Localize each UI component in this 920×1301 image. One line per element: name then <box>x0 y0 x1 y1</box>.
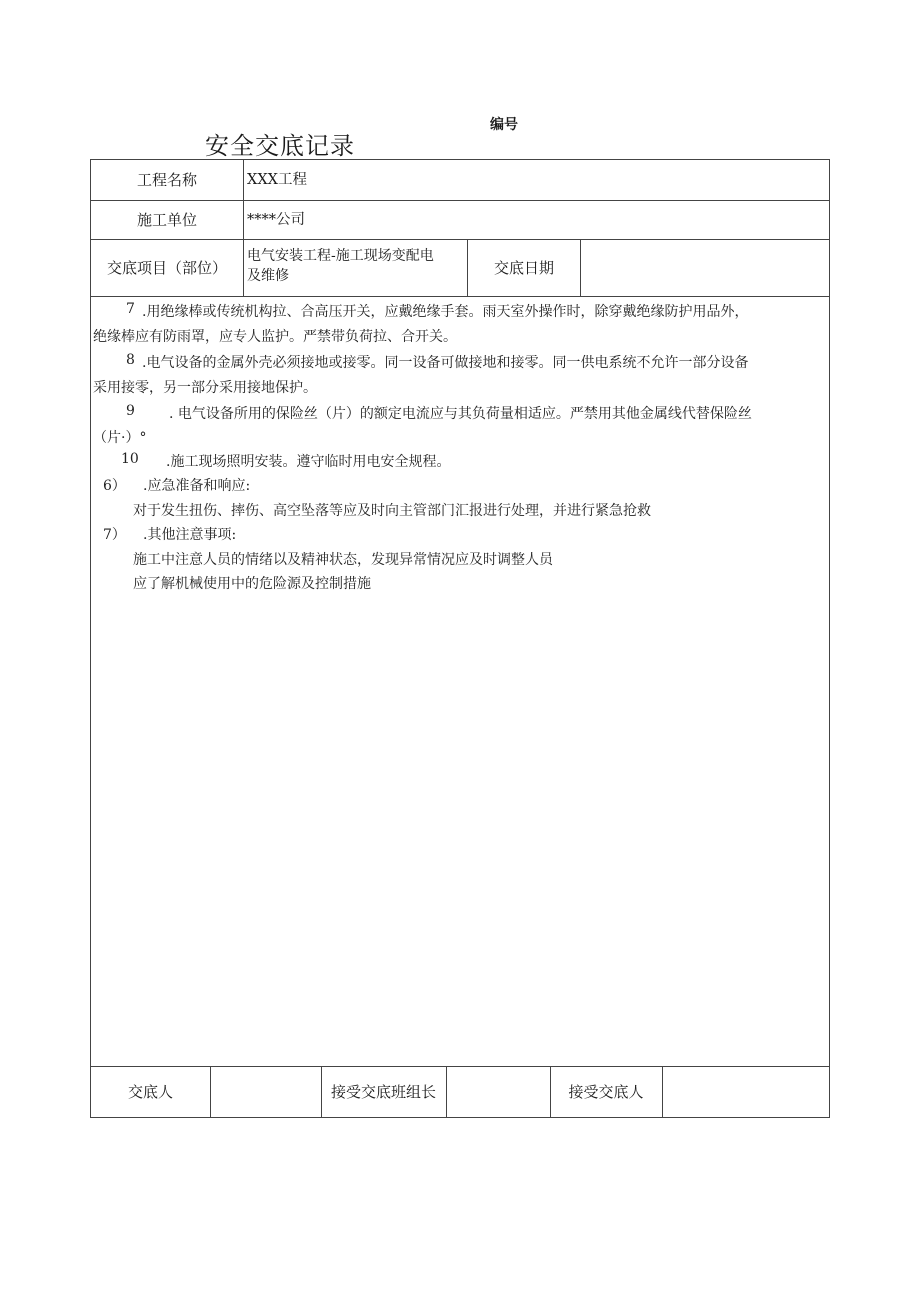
team-leader-value[interactable] <box>447 1066 550 1118</box>
record-table <box>90 159 830 1118</box>
row-divider <box>91 296 829 297</box>
column-divider <box>243 160 244 296</box>
section-number: 7） <box>103 527 126 543</box>
content-line: 应了解机械使用中的危险源及控制措施 <box>133 576 371 592</box>
document-title: 安全交底记录 <box>205 132 355 160</box>
presenter-label: 交底人 <box>127 1083 173 1101</box>
presenter-value[interactable] <box>211 1066 321 1118</box>
content-line: 对于发生扭伤、摔伤、高空坠落等应及时向主管部门汇报进行处理，并进行紧急抢救 <box>133 503 651 519</box>
column-divider <box>580 239 581 296</box>
content-line: . 电气设备所用的保险丝（片）的额定电流应与其负荷量相适应。严禁用其他金属线代替保险丝 <box>169 406 752 422</box>
content-line: 采用接零，另一部分采用接地保护。 <box>93 380 317 396</box>
content-line: 施工中注意人员的情绪以及精神状态，发现异常情况应及时调整人员 <box>133 552 553 568</box>
content-line: 绝缘棒应有防雨罩，应专人监护。严禁带负荷拉、合开关。 <box>93 329 457 345</box>
project-name-label: 工程名称 <box>136 171 197 189</box>
disclosure-date-value[interactable] <box>585 239 825 296</box>
serial-number-label: 编号 <box>490 117 518 133</box>
disclosure-item-line: 及维修 <box>247 268 289 284</box>
item-number: 9 <box>126 403 135 419</box>
disclosure-item-line: 电气安装工程-施工现场变配电 <box>247 248 434 264</box>
content-line: .用绝缘棒或传统机构拉、合高压开关，应戴绝缘手套。雨天室外操作时，除穿戴绝缘防护用品外， <box>142 304 749 320</box>
project-name-value[interactable]: XXX工程 <box>247 172 307 188</box>
section-title: .其他注意事项: <box>143 527 237 543</box>
section-title: .应急准备和响应: <box>143 478 251 494</box>
contractor-value[interactable]: ****公司 <box>247 211 305 228</box>
content-line: （片·）° <box>93 430 147 446</box>
item-number: 8 <box>126 352 135 368</box>
receiver-value[interactable] <box>663 1066 829 1118</box>
item-number: 10 <box>121 451 139 467</box>
disclosure-date-label: 交底日期 <box>493 258 554 277</box>
item-number: 7 <box>126 301 135 317</box>
disclosure-item-value[interactable] <box>247 246 465 286</box>
disclosure-item-label: 交底项目（部位） <box>106 258 227 277</box>
content-line: .电气设备的金属外壳必须接地或接零。同一设备可做接地和接零。同一供电系统不允许一部分设备 <box>142 355 749 371</box>
content-line: .施工现场照明安装。遵守临时用电安全规程。 <box>166 454 451 470</box>
section-number: 6） <box>103 478 126 494</box>
contractor-label: 施工单位 <box>136 210 197 229</box>
receiver-label: 接受交底人 <box>568 1083 644 1101</box>
team-leader-label: 接受交底班组长 <box>330 1083 436 1101</box>
